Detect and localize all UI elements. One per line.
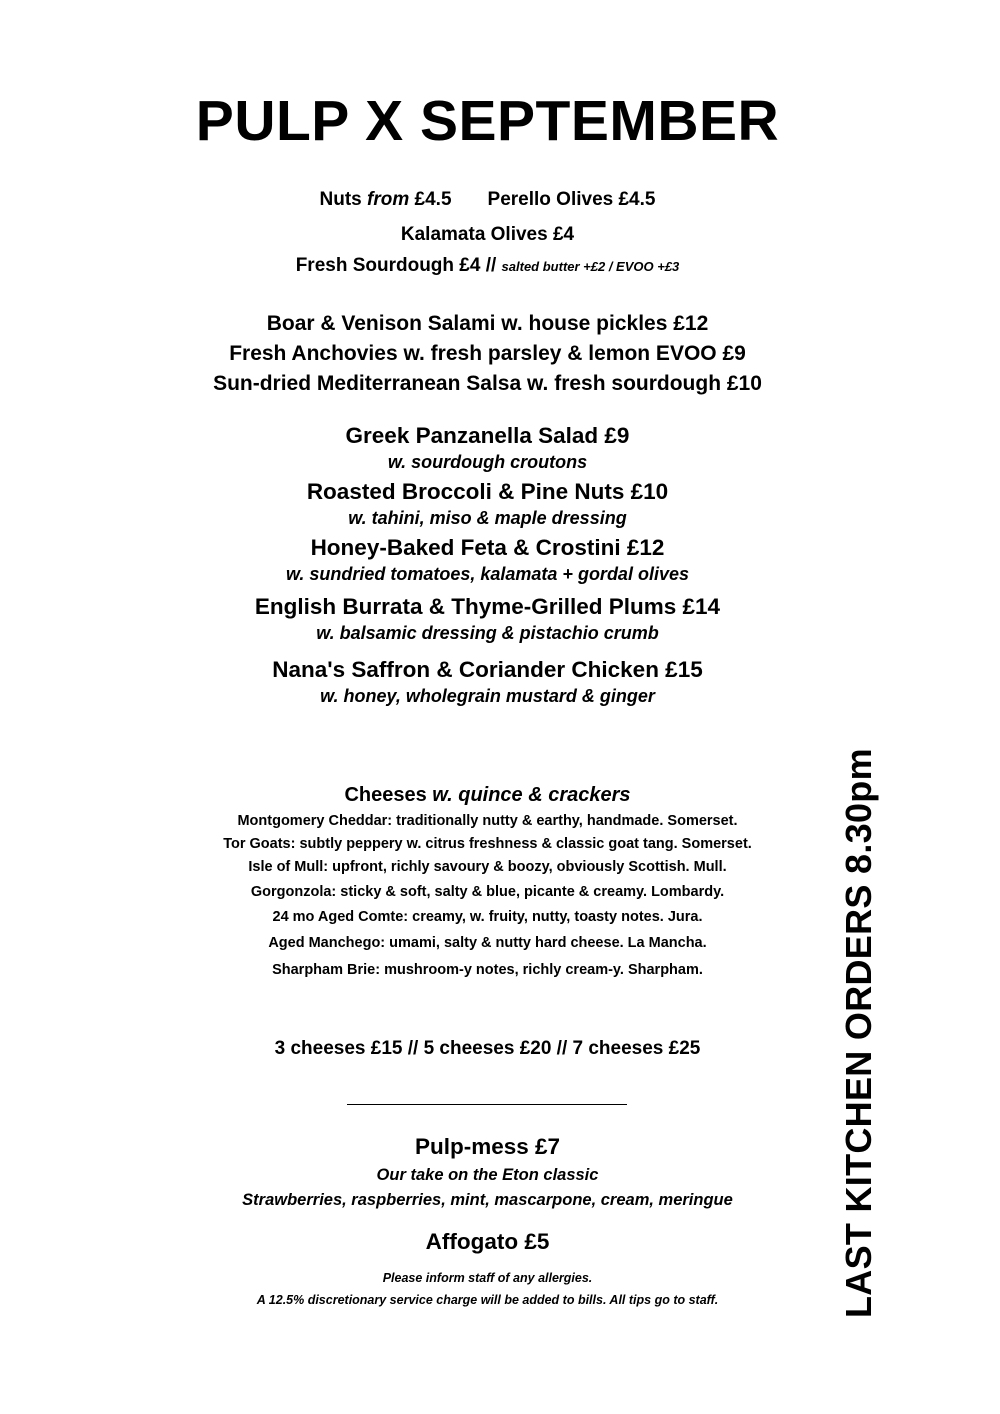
menu-title: PULP X SEPTEMBER bbox=[195, 89, 780, 153]
dish-description: w. sundried tomatoes, kalamata + gordal olives bbox=[286, 564, 689, 584]
small-plate-item: Fresh Anchovies w. fresh parsley & lemon EVOO £9 bbox=[229, 342, 746, 365]
dish-name: Nana's Saffron & Coriander Chicken £15 bbox=[272, 657, 703, 682]
nuts-label: Nuts bbox=[319, 189, 362, 210]
sourdough-extras: salted butter +£2 / EVOO +£3 bbox=[501, 259, 680, 274]
cheese-item: 24 mo Aged Comte: creamy, w. fruity, nutty, toasty notes. Jura. bbox=[272, 909, 703, 925]
cheese-item: Aged Manchego: umami, salty & nutty hard cheese. La Mancha. bbox=[268, 935, 707, 951]
dish-name: English Burrata & Thyme-Grilled Plums £14 bbox=[254, 594, 721, 619]
perello-olives: Perello Olives £4.5 bbox=[487, 189, 656, 210]
dessert-name: Affogato £5 bbox=[425, 1229, 550, 1254]
dish-name: Honey-Baked Feta & Crostini £12 bbox=[310, 535, 665, 560]
section-divider bbox=[347, 1104, 627, 1105]
snacks-row-1 bbox=[0, 189, 975, 211]
dish-description: w. tahini, miso & maple dressing bbox=[348, 508, 627, 528]
cheeses-title: Cheeses bbox=[344, 784, 427, 806]
nuts-from: from bbox=[367, 189, 410, 210]
sourdough-row bbox=[0, 255, 975, 277]
dessert-description: Strawberries, raspberries, mint, mascarpone, cream, meringue bbox=[242, 1191, 733, 1209]
small-plates bbox=[0, 309, 975, 399]
service-charge-note: A 12.5% discretionary service charge will be added to bills. All tips go to staff. bbox=[256, 1293, 719, 1307]
cheese-item: Gorgonzola: sticky & soft, salty & blue, picante & creamy. Lombardy. bbox=[250, 884, 725, 900]
dessert-description: Our take on the Eton classic bbox=[376, 1166, 599, 1184]
cheese-prices: 3 cheeses £15 // 5 cheeses £20 // 7 cheeses £25 bbox=[274, 1038, 701, 1059]
allergy-note: Please inform staff of any allergies. bbox=[382, 1271, 593, 1285]
dessert-name: Pulp-mess £7 bbox=[414, 1134, 561, 1159]
sourdough: Fresh Sourdough £4 // bbox=[295, 255, 497, 276]
dish-description: w. balsamic dressing & pistachio crumb bbox=[316, 623, 659, 643]
dish-name: Greek Panzanella Salad £9 bbox=[345, 423, 630, 448]
cheese-item: Tor Goats: subtly peppery w. citrus freshness & classic goat tang. Somerset. bbox=[223, 836, 752, 852]
cheese-item: Isle of Mull: upfront, richly savoury & boozy, obviously Scottish. Mull. bbox=[248, 859, 727, 875]
cheeses-accompaniment: w. quince & crackers bbox=[432, 784, 631, 806]
dish-description: w. sourdough croutons bbox=[387, 452, 588, 472]
cheese-item: Montgomery Cheddar: traditionally nutty & earthy, handmade. Somerset. bbox=[237, 813, 738, 829]
small-plate-item: Sun-dried Mediterranean Salsa w. fresh sourdough £10 bbox=[213, 372, 762, 395]
dish-name: Roasted Broccoli & Pine Nuts £10 bbox=[306, 479, 669, 504]
small-plate-item: Boar & Venison Salami w. house pickles £12 bbox=[266, 312, 709, 335]
dish-description: w. honey, wholegrain mustard & ginger bbox=[320, 686, 655, 706]
cheese-item: Sharpham Brie: mushroom-y notes, richly cream-y. Sharpham. bbox=[272, 962, 703, 978]
cheeses-heading bbox=[0, 784, 975, 807]
kalamata-olives: Kalamata Olives £4 bbox=[400, 224, 575, 245]
nuts-price: £4.5 bbox=[414, 189, 452, 210]
last-orders-banner: LAST KITCHEN ORDERS 8.30pm bbox=[838, 748, 879, 1318]
